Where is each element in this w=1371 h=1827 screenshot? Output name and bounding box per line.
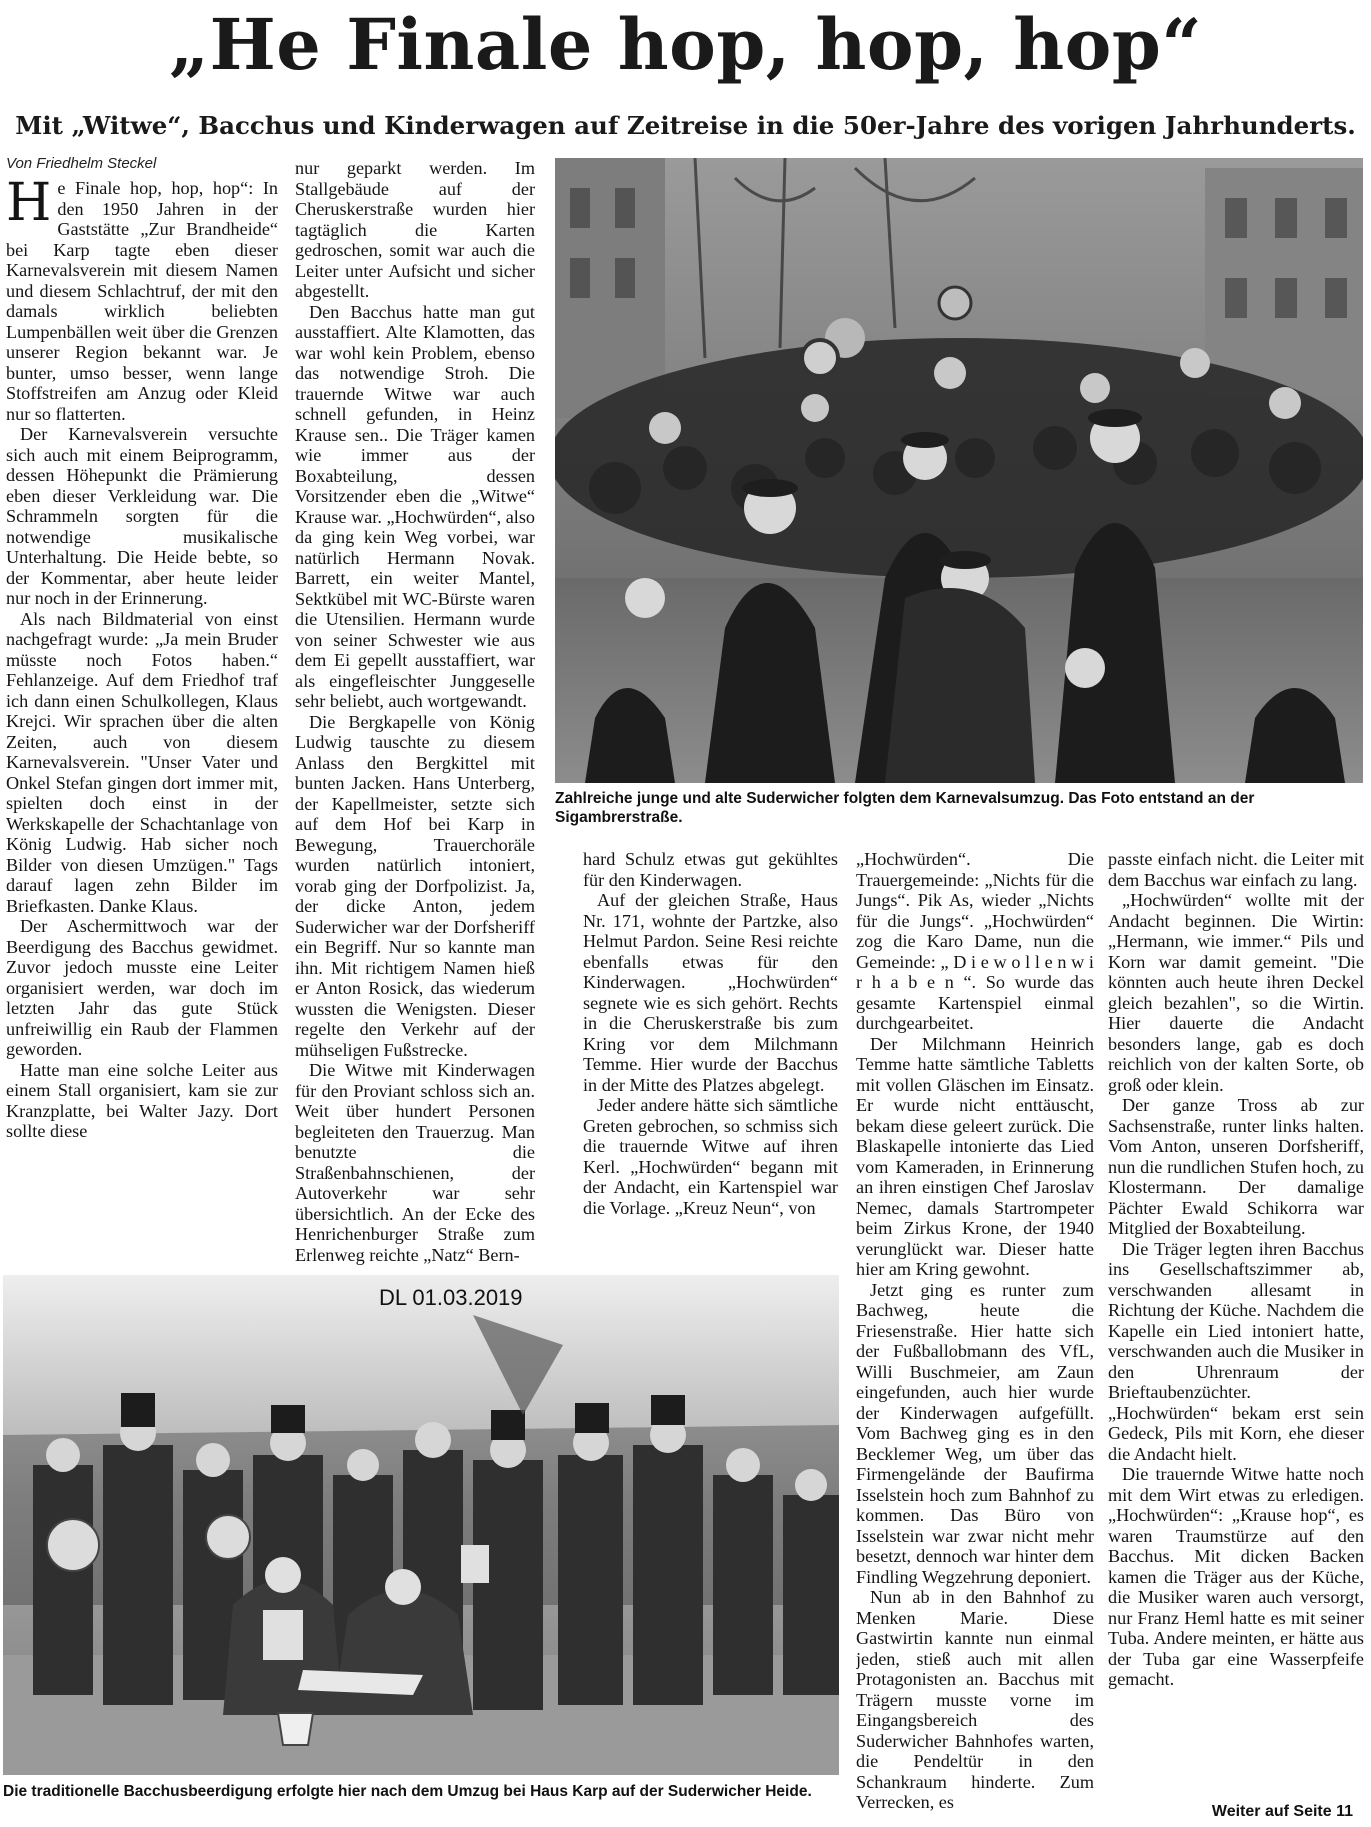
paragraph: Die trauernde Witwe hatte noch mit dem Wirt etwas zu erledigen. „Hochwürden“: „Krause hop“, es waren Traumstürze auf den Bacchus. Mit dicken Backen kamen die Träger aus der Küche, die Musiker waren auch versorgt, nur Franz Heml hatte es mit seiner Tuba. Andere meinten, er hätte aus der Tuba gar eine Wasserpfeife gemacht. xyxy=(1108,1464,1364,1689)
paragraph: Nun ab in den Bahnhof zu Menken Marie. Diese Gastwirtin kannte nun einmal jeden, stieß auch mit allen Protagonisten an. Bacchus mit Trägern musste vorne im Eingangsbereich des Suderwicher Bahnhofes warten, die Pendeltür in den Schankraum hinderte. Zum Verrecken, es xyxy=(856,1587,1094,1812)
paragraph: Die Träger legten ihren Bacchus ins Gesellschaftszimmer ab, verschwanden allesamt in Richtung der Küche. Nachdem die Kapelle ein Lied intoniert hatte, verschwanden auch die Musiker in den Uhrenraum der Brieftaubenzüchter. „Hochwürden“ bekam erst sein Gedeck, Pils mit Korn, ehe dieser die Andacht hielt. xyxy=(1108,1238,1364,1464)
article-column-2 xyxy=(295,158,535,1270)
byline: Von Friedhelm Steckel xyxy=(6,155,157,172)
paragraph: Als nach Bildmaterial von einst nachgefragt wurde: „Ja mein Bruder müsste noch Fotos haben.“ Fehlanzeige. Auf dem Friedhof traf ich dann einen Schulkollegen, Klaus Krejci. Wir sprachen über die alten Zeiten, auch von diesem Karnevalsverein. "Unser Vater und Onkel Stefan gingen dort immer mit, spielten doch einst in der Werkskapelle der Schachtanlage von König Ludwig. Hab sicher noch Bilder von diesen Umzügen." Tags darauf lagen zehn Bilder im Briefkasten. Danke Klaus. xyxy=(6,608,278,916)
article-column-3 xyxy=(583,849,838,1269)
paragraph: „Hochwürden“. Die Trauergemeinde: „Nichts für die Jungs“. Pik As, wieder „Nichts für die Jungs“. „Hochwürden“ zog die Karo Dame, nun die Gemeinde: „ D i e w o l l e n w i r h a b e n “. So wurde das gesamte Kartenspiel einmal durchgearbeitet. xyxy=(856,849,1094,1033)
photo-bacchus-funeral xyxy=(3,1275,839,1775)
paragraph: Den Bacchus hatte man gut ausstaffiert. Alte Klamotten, das war wohl kein Problem, ebenso das notwendige Stroh. Die trauernde Witwe war auch schnell gefunden, in Heinz Krause sen.. Die Träger kamen wie immer aus der Boxabteilung, dessen Vorsitzender eben die „Witwe“ Krause war. „Hochwürden“, also da ging kein Weg vorbei, war natürlich Hermann Novak. Barrett, ein weiter Mantel, Sektkübel mit WC-Bürste waren die Utensilien. Hermann wurde von seiner Schwester wie aus dem Ei gepellt ausstaffiert, war als eingefleischter Junggeselle sehr beliebt, auch wortgewandt. xyxy=(295,301,535,711)
paragraph: Der ganze Tross ab zur Sachsenstraße, runter links halten. Vom Anton, unseren Dorfsheriff, nun die rundlichen Stufen hoch, zu Klostermann. Der damalige Pächter Ewald Schikorra war Mitglied der Boxabteilung. xyxy=(1108,1095,1364,1238)
drop-cap: H xyxy=(6,178,52,233)
funeral-group-image xyxy=(3,1275,839,1775)
paragraph: passte einfach nicht. die Leiter mit dem Bacchus war einfach zu lang. xyxy=(1108,849,1364,890)
paragraph: hard Schulz etwas gut gekühltes für den Kinderwagen. xyxy=(583,849,838,890)
paragraph: Der Aschermittwoch war der Beerdigung des Bacchus gewidmet. Zuvor jedoch musste eine Leiter organisiert werden, war doch im letzten Jahr das gute Stück unfreiwillig ein Raub der Flammen geworden. xyxy=(6,916,278,1059)
article-column-5 xyxy=(1108,849,1364,1789)
paragraph: Die Bergkapelle von König Ludwig tauschte zu diesem Anlass den Bergkittel mit bunten Jacken. Hans Unterberg, der Kapellmeister, setzte sich auf dem Hof bei Karp in Bewegung, Trauerchoräle wurden natürlich intoniert, vorab ging der Dorfpolizist. Ja, der dicke Anton, jedem Suderwicher war der Dorfsheriff ein Begriff. Nur so kannte man ihn. Mit richtigem Namen hieß er Anton Rosick, das wiederum wussten die Wenigsten. Dieser regelte den Verkehr auf der mühseligen Fußstrecke. xyxy=(295,711,535,1060)
paragraph: Jetzt ging es runter zum Bachweg, heute die Friesenstraße. Hier hatte sich der Fußballobmann des VfL, Willi Buschmeier, am Zaun eingefunden, auch hier wurde der Kinderwagen aufgefüllt. Vom Bachweg ging es in den Becklemer Weg, um über das Firmengelände der Baufirma Isselstein hoch zum Bahnhof zu kommen. Das Büro von Isselstein war zwar nicht mehr besetzt, dennoch war hinter dem Findling Wegzehrung deponiert. xyxy=(856,1279,1094,1587)
headline: „He Finale hop, hop, hop“ xyxy=(168,3,1203,86)
subheadline: Mit „Witwe“, Bacchus und Kinderwagen auf Zeitreise in die 50er-Jahre des vorigen Jahrhunderts. xyxy=(15,111,1356,140)
paragraph: Jeder andere hätte sich sämtliche Greten gebrochen, so schmiss sich die trauernde Witwe auf ihren Kerl. „Hochwürden“ begann mit der Andacht, ein Kartenspiel war die Vorlage. „Kreuz Neun“, von xyxy=(583,1095,838,1218)
paragraph: Die Witwe mit Kinderwagen für den Proviant schloss sich an. Weit über hundert Personen begleiteten den Trauerzug. Man benutzte die Straßenbahnschienen, der Autoverkehr war sehr übersichtlich. An der Ecke des Henrichenburger Straße zum Erlenweg reichte „Natz“ Bern- xyxy=(295,1060,535,1265)
paragraph: Hatte man eine solche Leiter aus einem Stall organisiert, kam sie zur Kranzplatte, bei Walter Jazy. Dort sollte diese xyxy=(6,1059,278,1141)
photo-caption-bottom: Die traditionelle Bacchusbeerdigung erfolgte hier nach dem Umzug bei Haus Karp auf der Suderwicher Heide. xyxy=(3,1783,812,1800)
photo-caption-top: Zahlreiche junge und alte Suderwicher folgten dem Karnevalsumzug. Das Foto entstand an der Sigambrerstraße. xyxy=(555,790,1255,826)
paragraph: „Hochwürden“ wollte mit der Andacht beginnen. Die Wirtin: „Hermann, wie immer.“ Pils und Korn war damit gemeint. "Die könnten auch heute ihren Deckel gleich bezahlen", so die Wirtin. Hier dauerte die Andacht besonders lange, gab es doch reichlich von der kalten Sorte, ob groß oder klein. xyxy=(1108,890,1364,1095)
paragraph: Der Milchmann Heinrich Temme hatte sämtliche Tabletts mit vollen Gläschen im Einsatz. Er wurde nicht enttäuscht, bekam diese geleert zurück. Die Blaskapelle intonierte das Lied vom Kameraden, in Erinnerung an ihren einstigen Chef Jaroslav Nemec, damals Startrompeter beim Zirkus Krone, der 1940 verunglückt war. Dieser hatte hier am Kring gewohnt. xyxy=(856,1033,1094,1279)
continued-note: Weiter auf Seite 11 xyxy=(1211,1803,1353,1820)
paragraph: nur geparkt werden. Im Stallgebäude auf der Cheruskerstraße wurden hier tagtäglich die Karten gedroschen, somit war auch die Leiter unter Aufsicht und sicher abgestellt. xyxy=(295,158,535,301)
article-column-1 xyxy=(6,178,278,1270)
paragraph: e Finale hop, hop, hop“: In den 1950 Jahren in der Gaststätte „Zur Brandheide“ bei Karp tagte eben dieser Karnevalsverein mit diesem Namen und diesem Schlachtruf, der mit den damals wirklich beliebten Lumpenbällen weit über die Grenzen unserer Region bekannt war. Je bunter, umso besser, wenn lange Stoffstreifen am Anzug oder Kleid nur so flatterten. xyxy=(6,178,278,424)
article-column-4 xyxy=(856,849,1094,1826)
parade-crowd-image xyxy=(555,158,1363,783)
date-stamp: DL 01.03.2019 xyxy=(379,1285,523,1310)
paragraph: Auf der gleichen Straße, Haus Nr. 171, wohnte der Partzke, also Helmut Pardon. Seine Resi reichte ebenfalls etwas für den Kinderwagen. „Hochwürden“ segnete wie es sich gehört. Rechts in die Cheruskerstraße bis zum Kring vor dem Milchmann Temme. Hier wurde der Bacchus in der Mitte des Platzes abgelegt. xyxy=(583,890,838,1095)
paragraph: Der Karnevalsverein versuchte sich auch mit einem Beiprogramm, dessen Höhepunkt die Prämierung eben dieser Verkleidung war. Die Schrammeln sorgten für die notwendige musikalische Unterhaltung. Die Heide bebte, so der Kommentar, aber heute leider nur noch in der Erinnerung. xyxy=(6,424,278,608)
photo-carnival-parade xyxy=(555,158,1363,783)
